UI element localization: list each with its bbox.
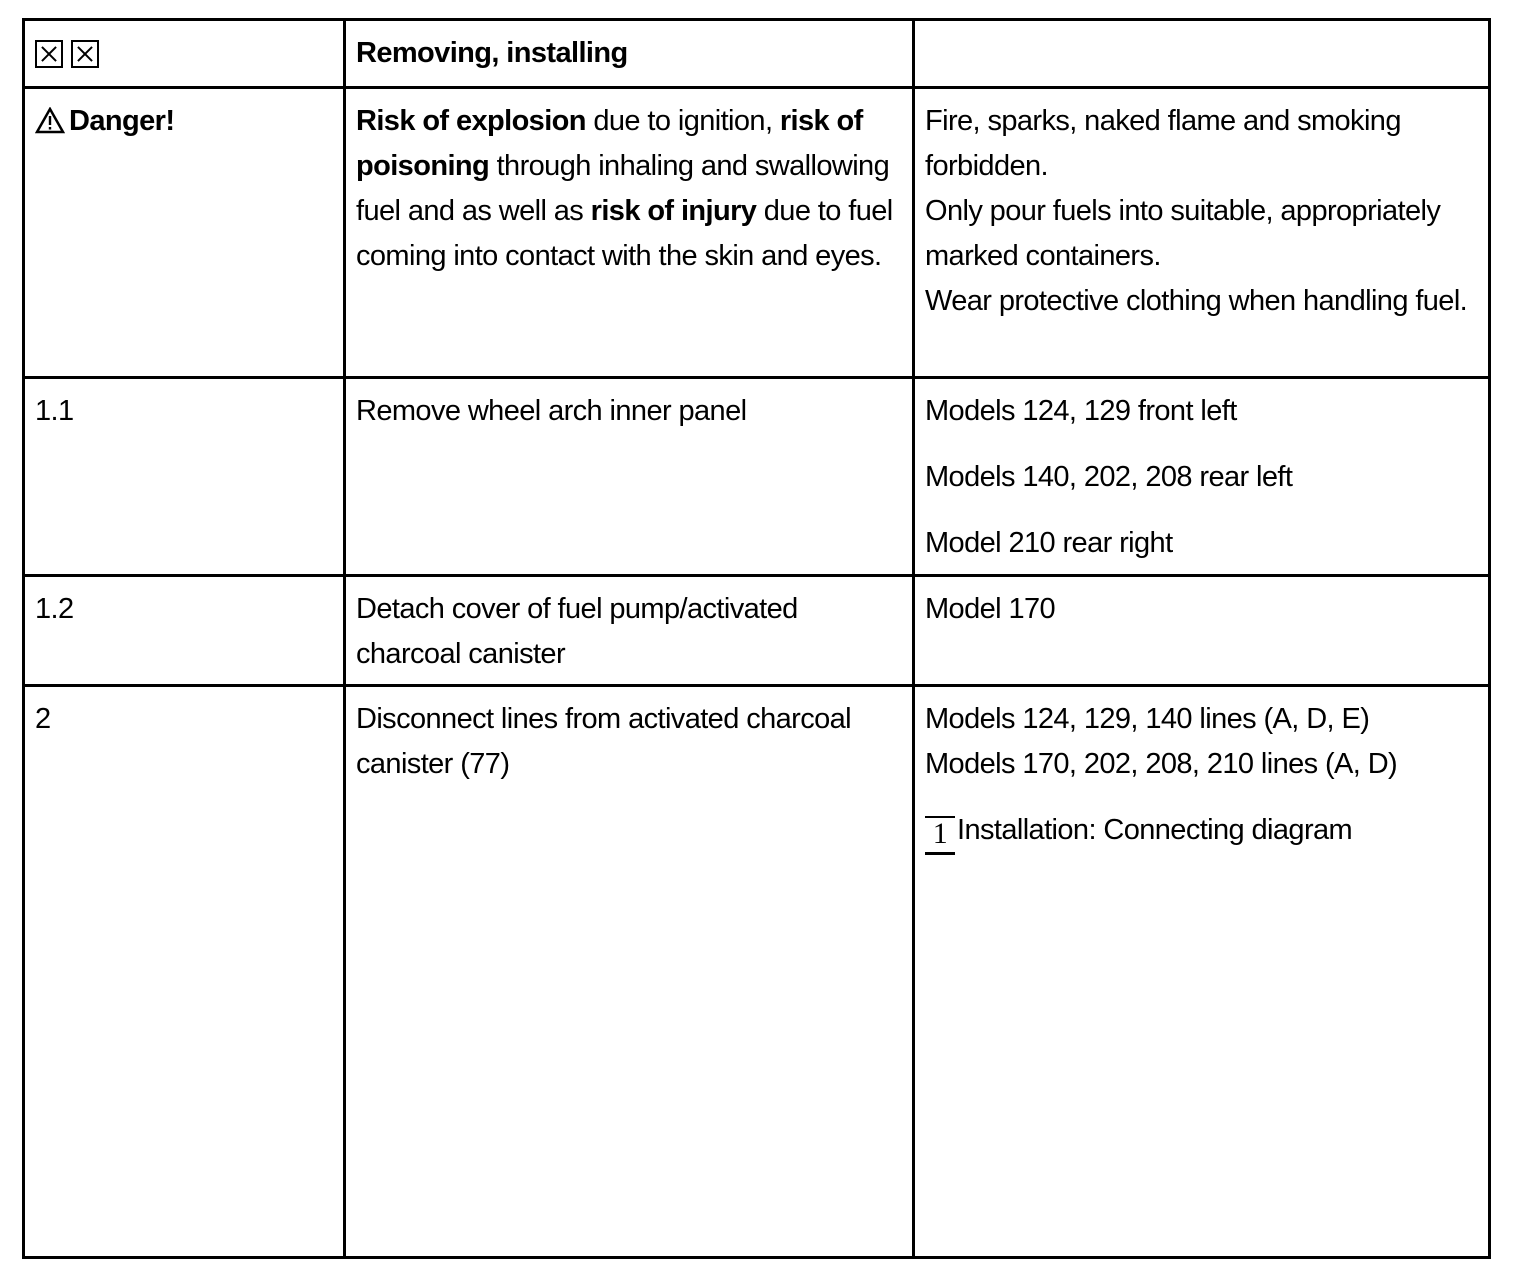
step-row bbox=[24, 686, 1490, 1258]
danger-risk-text bbox=[345, 88, 914, 378]
header-icons-cell bbox=[24, 20, 345, 88]
header-row bbox=[24, 20, 1490, 88]
step-note: Models 124, 129, 140 lines (A, D, E) bbox=[925, 703, 1370, 735]
danger-label: Danger! bbox=[69, 105, 175, 137]
danger-note: Fire, sparks, naked flame and smoking forbidden. bbox=[925, 105, 1401, 182]
info-note-text: Installation: Connecting diagram bbox=[957, 814, 1353, 846]
step-note: Model 170 bbox=[925, 593, 1056, 625]
info-note bbox=[925, 808, 1478, 855]
risk-text: through inhaling and swallowing fuel and as well as bbox=[356, 150, 890, 227]
step-note: Models 170, 202, 208, 210 lines (A, D) bbox=[925, 748, 1398, 780]
step-number: 1.1 bbox=[24, 378, 345, 576]
step-notes-cell bbox=[914, 378, 1490, 576]
danger-note: Wear protective clothing when handling fuel. bbox=[925, 285, 1468, 317]
risk-text: due to ignition, bbox=[585, 105, 780, 137]
step-row bbox=[24, 378, 1490, 576]
risk-bold: Risk of explosion bbox=[356, 105, 586, 137]
header-empty-cell bbox=[914, 20, 1490, 88]
tool-icon bbox=[71, 40, 99, 68]
step-note: Models 124, 129 front left bbox=[925, 395, 1237, 427]
danger-note: Only pour fuels into suitable, appropriately marked containers. bbox=[925, 195, 1441, 272]
step-notes-cell bbox=[914, 576, 1490, 686]
procedure-table bbox=[22, 18, 1491, 1259]
header-title: Removing, installing bbox=[345, 20, 914, 88]
step-action: Remove wheel arch inner panel bbox=[345, 378, 914, 576]
risk-bold: risk of injury bbox=[590, 195, 757, 227]
step-action: Disconnect lines from activated charcoal canister (77) bbox=[345, 686, 914, 1258]
danger-notes-cell bbox=[914, 88, 1490, 378]
info-number-icon: 1 bbox=[925, 816, 955, 855]
step-number: 2 bbox=[24, 686, 345, 1258]
tool-icon bbox=[35, 40, 63, 68]
warning-triangle-icon bbox=[35, 107, 65, 134]
step-row bbox=[24, 576, 1490, 686]
danger-row bbox=[24, 88, 1490, 378]
step-number: 1.2 bbox=[24, 576, 345, 686]
step-note: Model 210 rear right bbox=[925, 527, 1173, 559]
step-note: Models 140, 202, 208 rear left bbox=[925, 461, 1293, 493]
risk-text: due to fuel coming into contact with the skin and eyes. bbox=[356, 195, 893, 272]
risk-bold: risk of poisoning bbox=[356, 105, 863, 182]
step-action: Detach cover of fuel pump/activated charcoal canister bbox=[345, 576, 914, 686]
danger-label-cell bbox=[24, 88, 345, 378]
step-notes-cell bbox=[914, 686, 1490, 1258]
